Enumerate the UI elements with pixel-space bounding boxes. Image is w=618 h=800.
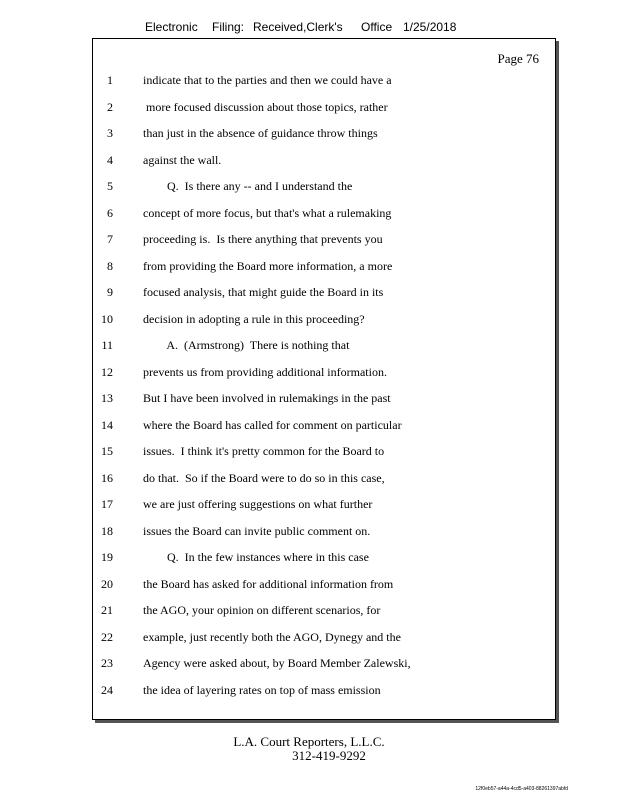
line-text: do that. So if the Board were to do so in this case, — [143, 470, 385, 485]
line-text: the idea of layering rates on top of mass emission — [143, 682, 381, 697]
footer-doc-id: 12f0eb57-a44a-4cd5-a403-88261397abfd — [475, 786, 568, 792]
line-number: 18 — [101, 523, 113, 538]
line-number: 12 — [101, 364, 113, 379]
line-number: 3 — [107, 126, 113, 140]
filing-header-office: Office — [361, 20, 393, 34]
line-number: 22 — [101, 629, 113, 644]
line-number: 20 — [101, 576, 113, 591]
line-text: against the wall. — [143, 152, 222, 167]
line-text: issues the Board can invite public comment on. — [143, 523, 371, 538]
line-text: A. (Armstrong) There is nothing that — [143, 338, 350, 352]
line-number: 13 — [101, 391, 113, 405]
line-text: issues. I think it's pretty common for the Board to — [143, 444, 385, 458]
line-number: 21 — [101, 603, 113, 617]
footer-phone: 312-419-9292 — [292, 748, 366, 763]
line-number: 2 — [107, 99, 113, 114]
line-number: 4 — [107, 152, 113, 167]
line-text: But I have been involved in rulemakings in the past — [143, 391, 391, 405]
filing-header-filing: Filing: — [212, 20, 245, 34]
footer-company: L.A. Court Reporters, L.L.C. — [233, 734, 385, 749]
line-text: where the Board has called for comment on particular — [143, 417, 402, 432]
line-text: focused analysis, that might guide the Board in its — [143, 285, 384, 299]
line-text: decision in adopting a rule in this proceeding? — [143, 311, 365, 326]
line-number: 10 — [101, 311, 113, 326]
line-text: more focused discussion about those topics, rather — [143, 99, 388, 114]
line-text: than just in the absence of guidance throw things — [143, 126, 378, 140]
line-number: 17 — [101, 497, 113, 511]
line-text: indicate that to the parties and then we could have a — [143, 73, 392, 87]
line-text: concept of more focus, but that's what a rulemaking — [143, 205, 392, 220]
line-number: 11 — [101, 338, 113, 352]
line-text: Agency were asked about, by Board Member Zalewski, — [143, 656, 411, 670]
line-text: from providing the Board more information, a more — [143, 258, 393, 273]
line-number: 8 — [107, 258, 113, 273]
line-text: the Board has asked for additional information from — [143, 576, 394, 591]
line-number: 15 — [101, 444, 113, 458]
line-number: 6 — [107, 205, 113, 220]
page-number: Page 76 — [497, 51, 539, 66]
line-number: 24 — [101, 682, 113, 697]
line-number: 5 — [107, 179, 113, 193]
line-number: 9 — [107, 285, 113, 299]
line-number: 7 — [107, 232, 113, 246]
line-text: the AGO, your opinion on different scenarios, for — [143, 603, 381, 617]
filing-header-received: Received,Clerk's — [253, 20, 343, 34]
line-number: 19 — [101, 550, 113, 564]
line-text: proceeding is. Is there anything that prevents you — [143, 232, 383, 246]
filing-header-date: 1/25/2018 — [403, 20, 457, 34]
line-text: we are just offering suggestions on what further — [143, 497, 373, 511]
line-text: example, just recently both the AGO, Dynegy and the — [143, 629, 401, 644]
line-text: prevents us from providing additional information. — [143, 364, 387, 379]
line-number: 23 — [101, 656, 113, 670]
line-number: 14 — [101, 417, 113, 432]
line-number: 16 — [101, 470, 113, 485]
line-text: Q. Is there any -- and I understand the — [143, 179, 353, 193]
filing-header-electronic: Electronic — [145, 20, 198, 34]
transcript-page — [92, 38, 556, 720]
line-number: 1 — [107, 73, 113, 87]
line-text: Q. In the few instances where in this case — [143, 550, 369, 564]
